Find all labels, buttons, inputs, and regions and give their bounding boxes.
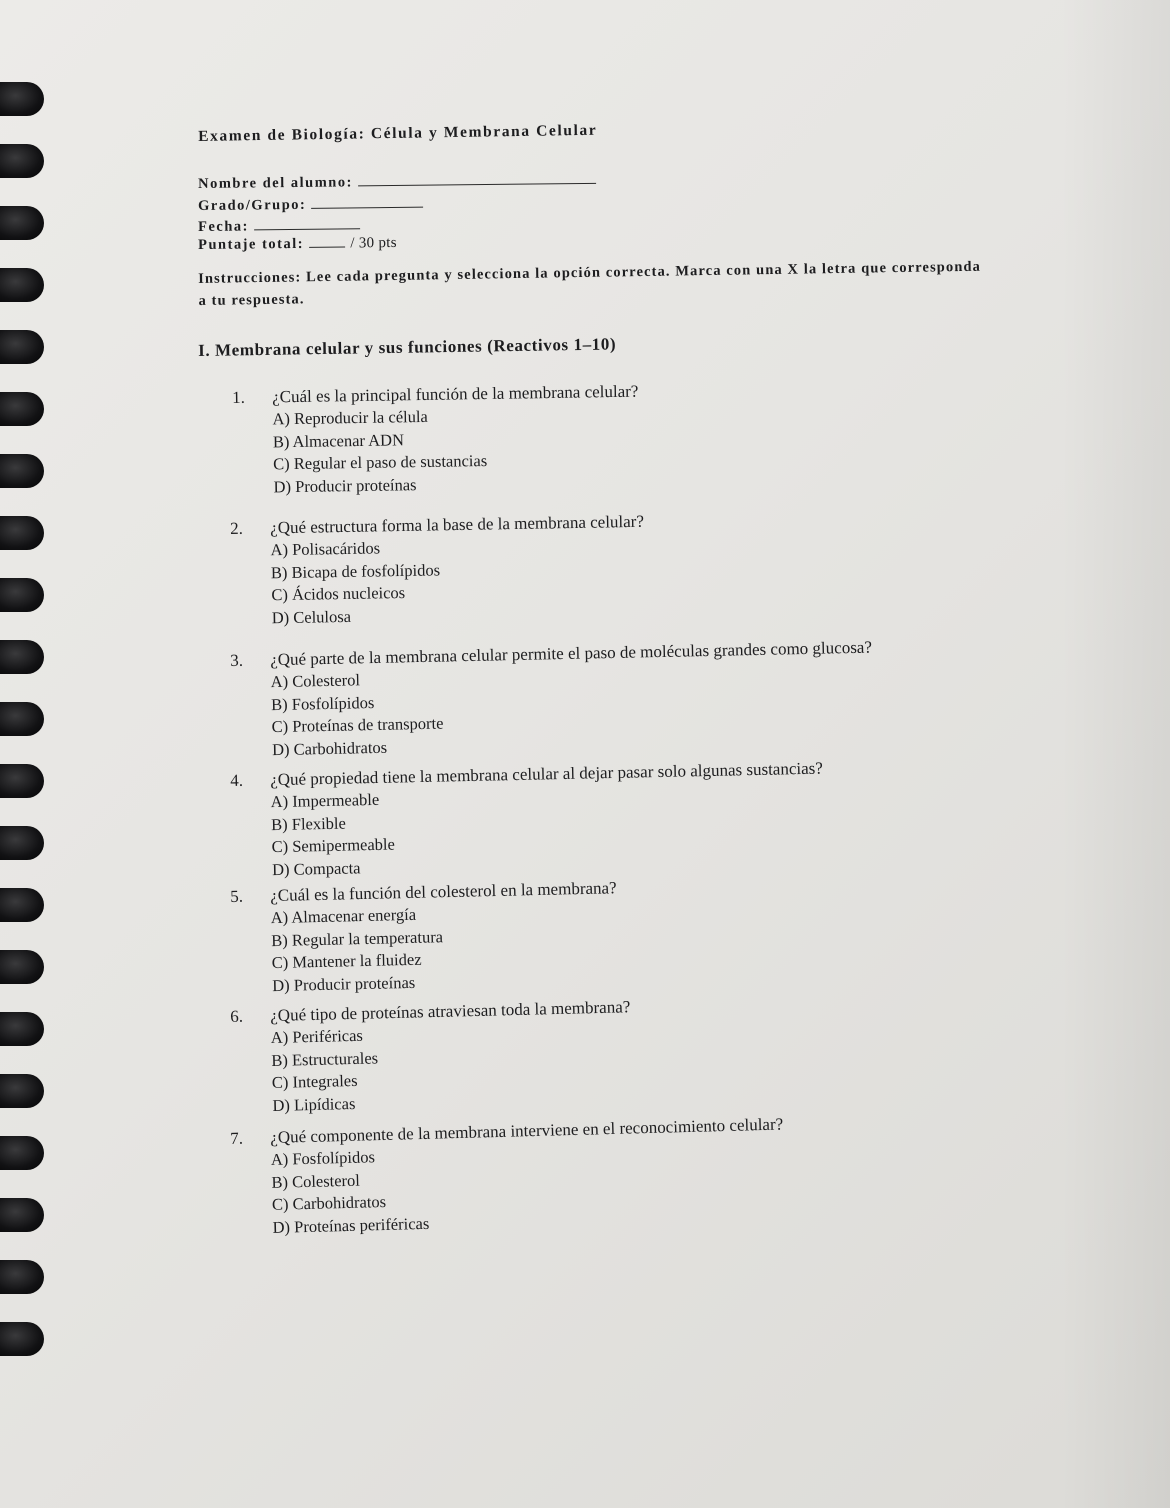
option-c[interactable]: C) Carbohidratos bbox=[271, 1191, 387, 1214]
option-b[interactable]: B) Estructurales bbox=[271, 1047, 379, 1070]
question-number: 6. bbox=[230, 1006, 244, 1026]
option-d[interactable]: D) Celulosa bbox=[271, 606, 352, 627]
option-a[interactable]: A) Almacenar energía bbox=[270, 904, 417, 928]
option-c[interactable]: C) Regular el paso de sustancias bbox=[273, 451, 488, 474]
option-d[interactable]: D) Producir proteínas bbox=[272, 972, 416, 995]
question-number: 2. bbox=[230, 518, 244, 538]
question-text: ¿Qué componente de la membrana interviene en el reconocimiento celular? bbox=[270, 1114, 784, 1147]
option-d[interactable]: D) Carbohidratos bbox=[271, 737, 388, 759]
date-field bbox=[198, 217, 360, 236]
option-b[interactable]: B) Regular la temperatura bbox=[271, 926, 444, 950]
option-b[interactable]: B) Flexible bbox=[270, 813, 347, 834]
option-c[interactable]: C) Proteínas de transporte bbox=[271, 713, 444, 737]
question-text: ¿Cuál es la principal función de la membrana celular? bbox=[272, 381, 639, 407]
instructions: Instrucciones: Lee cada pregunta y selecciona la opción correcta. Marca con una X la letra que corresponda a tu respuesta. bbox=[198, 258, 982, 309]
student-name-blank[interactable] bbox=[358, 183, 596, 186]
option-b[interactable]: B) Almacenar ADN bbox=[272, 429, 405, 451]
option-a[interactable]: A) Periféricas bbox=[270, 1025, 364, 1048]
question-2 bbox=[230, 511, 646, 630]
student-name-label: Nombre del alumno: bbox=[198, 174, 353, 192]
question-number: 3. bbox=[230, 650, 244, 670]
question-4 bbox=[230, 758, 825, 882]
student-name-field bbox=[198, 172, 596, 193]
question-number: 7. bbox=[230, 1128, 244, 1148]
grade-group-label: Grado/Grupo: bbox=[198, 196, 307, 214]
question-6 bbox=[230, 996, 633, 1118]
question-number: 5. bbox=[230, 886, 244, 906]
total-score-field bbox=[198, 235, 397, 254]
option-a[interactable]: A) Polisacáridos bbox=[270, 538, 381, 560]
question-number: 1. bbox=[232, 387, 246, 407]
option-c[interactable]: C) Integrales bbox=[271, 1070, 358, 1092]
question-text: ¿Qué estructura forma la base de la membrana celular? bbox=[270, 511, 645, 538]
date-blank[interactable] bbox=[254, 228, 360, 230]
grade-group-blank[interactable] bbox=[311, 207, 423, 209]
option-d[interactable]: D) Compacta bbox=[271, 857, 361, 879]
option-a[interactable]: A) Colesterol bbox=[270, 670, 361, 692]
grade-group-field bbox=[198, 196, 424, 215]
question-3 bbox=[230, 637, 874, 762]
total-score-suffix: / 30 pts bbox=[350, 234, 397, 252]
option-d[interactable]: D) Proteínas periféricas bbox=[272, 1213, 430, 1237]
option-b[interactable]: B) Colesterol bbox=[271, 1170, 361, 1192]
section-title: I. Membrana celular y sus funciones (Reactivos 1–10) bbox=[198, 334, 617, 360]
option-b[interactable]: B) Bicapa de fosfolípidos bbox=[270, 559, 441, 582]
question-5 bbox=[230, 877, 619, 998]
option-a[interactable]: A) Fosfolípidos bbox=[270, 1147, 376, 1169]
option-c[interactable]: C) Mantener la fluidez bbox=[271, 949, 422, 973]
question-1 bbox=[232, 381, 640, 499]
question-7 bbox=[230, 1114, 786, 1240]
option-c[interactable]: C) Semipermeable bbox=[271, 834, 396, 857]
option-a[interactable]: A) Reproducir la célula bbox=[272, 406, 428, 429]
exam-title: Examen de Biología: Célula y Membrana Celular bbox=[198, 121, 598, 145]
question-text: ¿Qué tipo de proteínas atraviesan toda la membrana? bbox=[270, 997, 631, 1026]
option-d[interactable]: D) Producir proteínas bbox=[273, 474, 417, 496]
option-a[interactable]: A) Impermeable bbox=[270, 789, 380, 812]
option-d[interactable]: D) Lipídicas bbox=[272, 1093, 356, 1115]
total-score-blank[interactable] bbox=[309, 246, 345, 247]
question-text: ¿Cuál es la función del colesterol en la membrana? bbox=[270, 878, 617, 906]
date-label: Fecha: bbox=[198, 218, 250, 235]
question-text: ¿Qué propiedad tiene la membrana celular al dejar pasar solo algunas sustancias? bbox=[270, 758, 824, 790]
question-text: ¿Qué parte de la membrana celular permite el paso de moléculas grandes como glucosa? bbox=[270, 637, 873, 670]
total-score-label: Puntaje total: bbox=[198, 235, 305, 253]
question-number: 4. bbox=[230, 770, 244, 790]
option-c[interactable]: C) Ácidos nucleicos bbox=[271, 582, 406, 605]
option-b[interactable]: B) Fosfolípidos bbox=[270, 692, 375, 714]
